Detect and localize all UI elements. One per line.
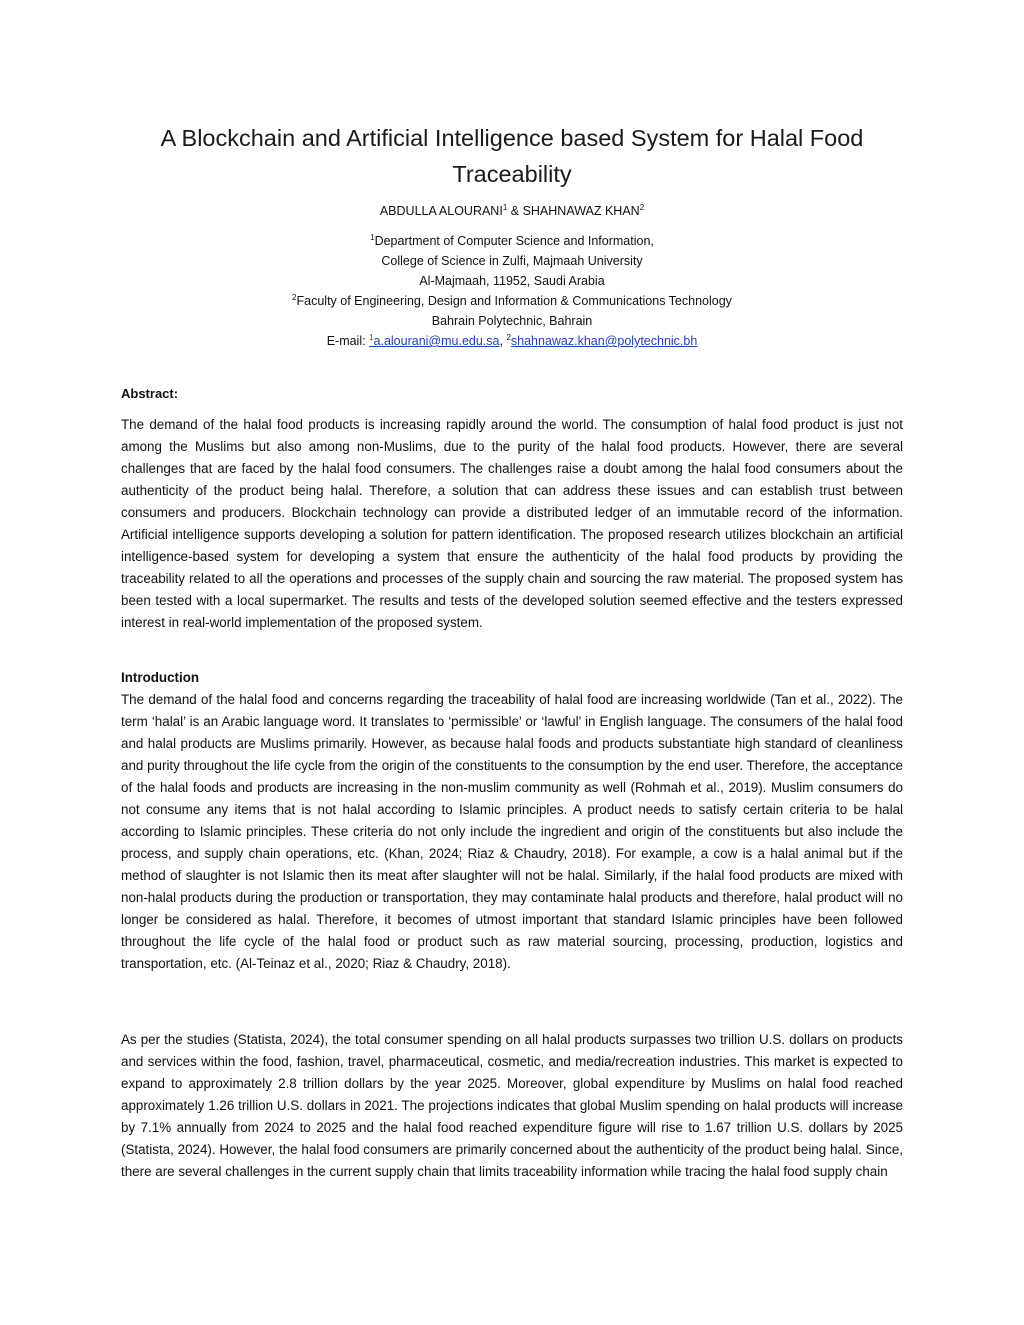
email-1-text: a.alourani@mu.edu.sa xyxy=(373,334,500,348)
affiliation-2-text: Faculty of Engineering, Design and Information & Communications Technology xyxy=(296,294,732,308)
affiliation-1-text: Department of Computer Science and Information, xyxy=(374,234,654,248)
email-separator: , xyxy=(499,334,507,348)
introduction-paragraph-2: As per the studies (Statista, 2024), the total consumer spending on all halal products surpasses two trillion U.S. dollars on products and services within the food, fashion, travel, pharmaceutical, cosmetic, and media/recreation industries. This market is expected to expand to approximately 2.8 trillion dollars by the year 2025. Moreover, global expenditure by Muslims on halal food reached approximately 1.26 trillion U.S. dollars in 2021. The projections indicates that global Muslim spending on halal products will increase by 7.1% annually from 2024 to 2025 and the halal food reached expenditure figure will rise to 1.67 trillion U.S. dollars by 2025 (Statista, 2024). However, the halal food consumers are primarily concerned about the authenticity of the product being halal. Since, there are several challenges in the current supply chain that limits traceability information while tracing the halal food supply chain xyxy=(121,1032,903,1179)
affiliation-1-sup: 1 xyxy=(370,233,375,242)
author-2-sup: 2 xyxy=(639,203,645,212)
affiliation-1-line-1 xyxy=(120,231,904,251)
affiliation-2-sup: 2 xyxy=(292,293,297,302)
email-link-1[interactable] xyxy=(369,334,499,348)
affiliation-1-line-3: Al-Majmaah, 11952, Saudi Arabia xyxy=(419,274,605,288)
email-label: E-mail: xyxy=(326,334,370,348)
author-line xyxy=(120,203,904,219)
email-2-sup: 2 xyxy=(506,333,511,342)
author-separator: & xyxy=(507,204,523,218)
author-1-sup: 1 xyxy=(502,203,508,212)
paper-title: A Blockchain and Artificial Intelligence based System for Halal Food Traceability xyxy=(160,125,864,187)
author-2: SHAHNAWAZ KHAN xyxy=(522,204,640,218)
author-1: ABDULLA ALOURANI xyxy=(379,204,503,218)
affiliations xyxy=(120,231,904,351)
affiliation-1-line-2: College of Science in Zulfi, Majmaah University xyxy=(381,254,643,268)
affiliation-2-line-1 xyxy=(120,291,904,311)
introduction-paragraph-1: The demand of the halal food and concerns regarding the traceability of halal food are increasing worldwide (Tan et al., 2022). The term ‘halal’ is an Arabic language word. It translates to ‘permissible’ or ‘lawful’ in English language. The consumers of the halal food and halal products are Muslims primarily. However, as because halal foods and products substantiate high standard of cleanliness and purity throughout the life cycle from the origin of the constituents to the consumption by the end user. Therefore, the acceptance of the halal foods and products are increasing in the non-muslim community as well (Rohmah et al., 2019). Muslim consumers do not consume any items that is not halal according to Islamic principles. A product needs to satisfy certain criteria to be halal according to Islamic principles. These criteria do not only include the ingredient and origin of the constituents but also include the process, and supply chain operations, etc. (Khan, 2024; Riaz & Chaudry, 2018). For example, a cow is a halal animal but if the method of slaughter is not Islamic then its meat after slaughter will not be halal. Similarly, if the halal food products are mixed with non-halal products during the production or transportation, they may contaminate halal products and therefore, halal product will no longer be considered as halal. Therefore, it becomes of utmost important that standard Islamic principles have been followed throughout the life cycle of the halal food or product such as raw material sourcing, processing, production, logistics and transportation, etc. (Al-Teinaz et al., 2020; Riaz & Chaudry, 2018). xyxy=(121,692,903,971)
introduction-heading: Introduction xyxy=(121,670,200,685)
email-link-2[interactable]: shahnawaz.khan@polytechnic.bh xyxy=(510,334,698,348)
abstract-heading: Abstract: xyxy=(121,386,179,401)
affiliation-2-line-2: Bahrain Polytechnic, Bahrain xyxy=(431,314,593,328)
email-1-sup: 1 xyxy=(369,333,374,342)
abstract-body: The demand of the halal food products is increasing rapidly around the world. The consumption of halal food product is just not among the Muslims but also among non-Muslims, due to the purity of the halal food products. However, there are several challenges that are faced by the halal food consumers. The challenges raise a doubt among the halal food consumers about the authenticity of the product being halal. Therefore, a solution that can address these issues and can establish trust between consumers and producers. Blockchain technology can provide a distributed ledger of an immutable record of the information. Artificial intelligence supports developing a solution for pattern identification. The proposed research utilizes blockchain an artificial intelligence-based system for developing a system that ensure the authenticity of the halal food products by providing the traceability related to all the operations and processes of the supply chain and sourcing the raw material. The proposed system has been tested with a local supermarket. The results and tests of the developed solution seemed effective and the testers expressed interest in real-world implementation of the proposed system. xyxy=(121,417,903,630)
email-line xyxy=(120,331,904,351)
